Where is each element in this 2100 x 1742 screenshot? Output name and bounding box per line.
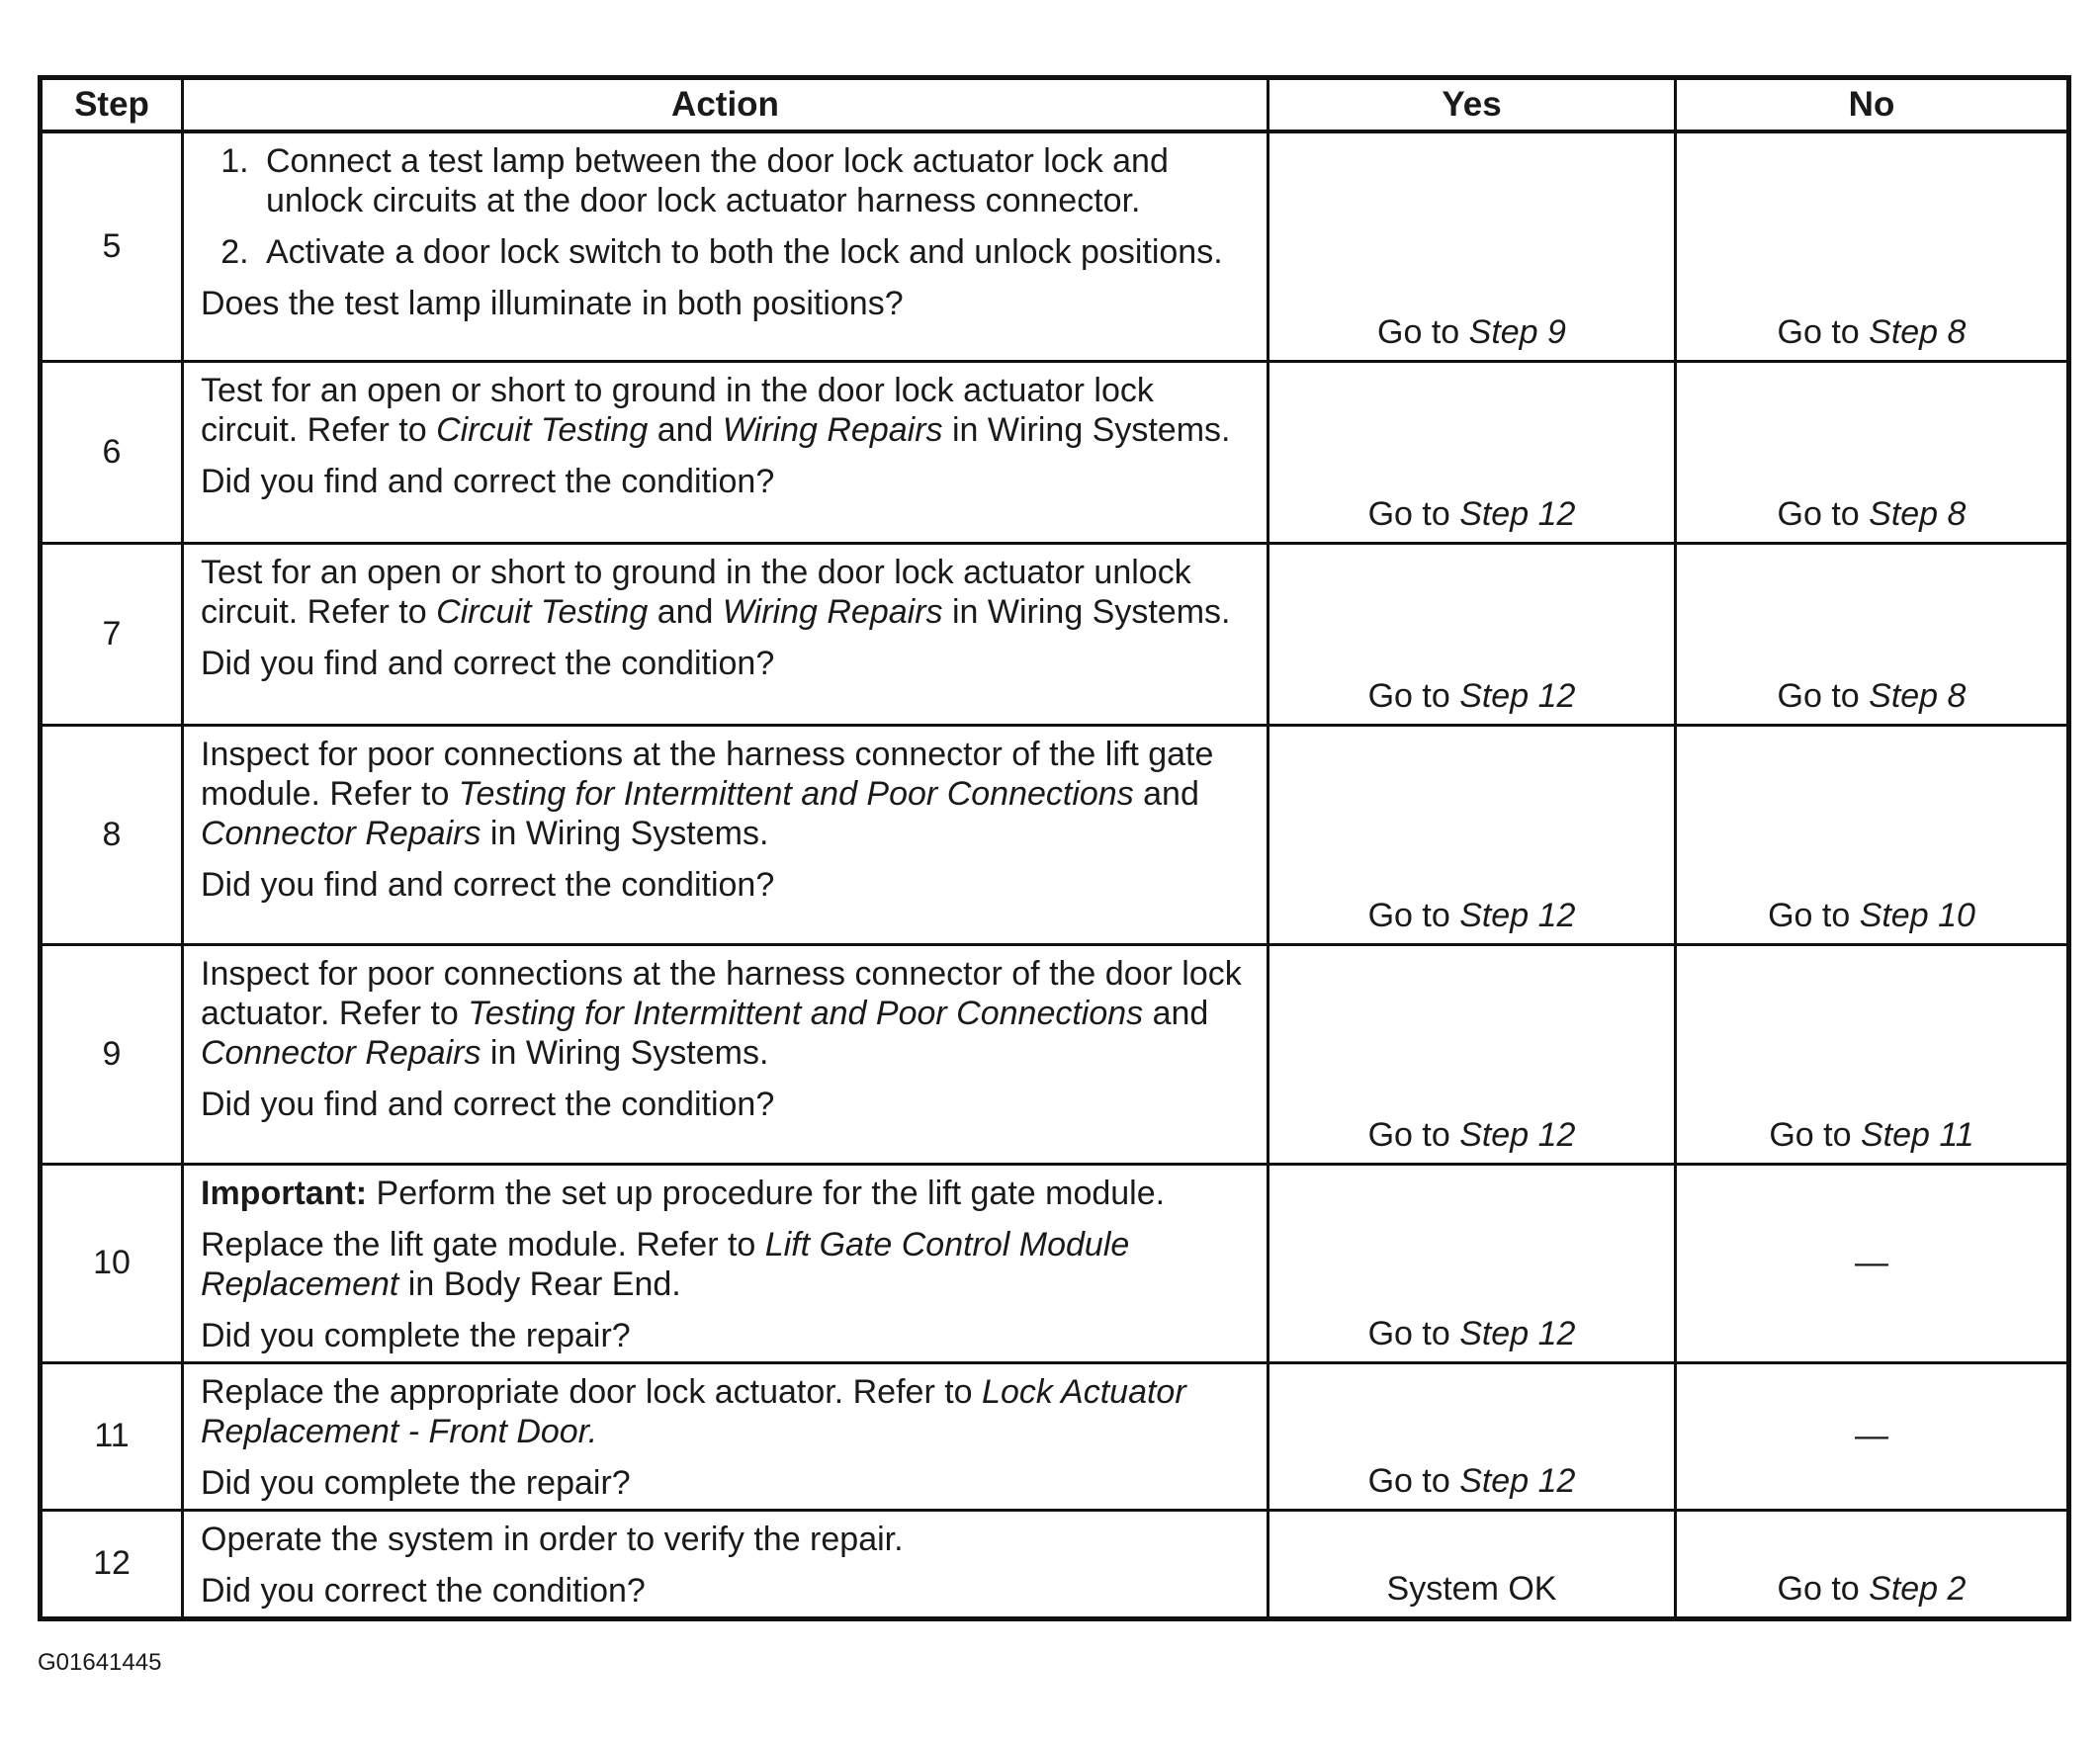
yes-goto-text: Go to	[1377, 312, 1469, 351]
figure-id: G01641445	[38, 1649, 162, 1676]
no-cell	[1676, 725, 2069, 944]
header-action: Action	[183, 78, 1269, 132]
table-row	[41, 1164, 2069, 1362]
no-cell	[1676, 944, 2069, 1164]
no-goto-text: Go to	[1777, 312, 1870, 351]
action-question: Did you find and correct the condition?	[201, 1085, 775, 1123]
yes-cell	[1269, 361, 1676, 543]
action-cell	[183, 725, 1269, 944]
yes-step-target: Step 12	[1459, 1461, 1576, 1500]
no-result-text: —	[1855, 1417, 1888, 1454]
yes-result-text: System OK	[1386, 1569, 1557, 1608]
action-paragraph	[201, 1225, 1253, 1304]
no-goto-text: Go to	[1768, 896, 1860, 934]
action-text: Operate the system in order to verify the repair.	[201, 1520, 904, 1558]
action-paragraph	[201, 735, 1253, 853]
yes-step-target: Step 12	[1459, 1115, 1576, 1154]
action-text: Test for an open or short to ground in the door lock actuator lock circuit. Refer to	[201, 371, 1154, 449]
yes-cell	[1269, 1164, 1676, 1362]
no-goto-text: Go to	[1777, 676, 1870, 715]
action-question: Did you find and correct the condition?	[201, 865, 775, 904]
step-number: 11	[41, 1362, 183, 1510]
action-text: Inspect for poor connections at the harness connector of the lift gate module. Refer to	[201, 735, 1214, 813]
action-question: Did you complete the repair?	[201, 1463, 631, 1502]
action-question: Did you correct the condition?	[201, 1571, 646, 1610]
no-step-target: Step 2	[1869, 1569, 1967, 1608]
action-text: Perform the set up procedure for the lift gate module.	[367, 1174, 1166, 1212]
action-text: and	[1133, 774, 1199, 813]
action-step-item: 1. Connect a test lamp between the door lock actuator lock and unlock circuits at the door lock actuator harness connector.	[258, 141, 1253, 220]
step-number: 10	[41, 1164, 183, 1362]
action-paragraph	[201, 371, 1253, 450]
yes-cell	[1269, 725, 1676, 944]
action-text: in Wiring Systems.	[942, 592, 1231, 631]
step-number: 9	[41, 944, 183, 1164]
yes-step-target: Step 9	[1468, 312, 1566, 351]
no-step-target: Step 8	[1869, 676, 1967, 715]
yes-goto-text: Go to	[1367, 676, 1460, 715]
reference-title: Circuit Testing	[436, 592, 649, 631]
no-cell	[1676, 1164, 2069, 1362]
action-cell	[183, 1362, 1269, 1510]
reference-title: Wiring Repairs	[722, 592, 943, 631]
yes-cell	[1269, 944, 1676, 1164]
step-number: 8	[41, 725, 183, 944]
reference-title: Wiring Repairs	[722, 410, 943, 449]
action-text: and	[648, 410, 723, 449]
reference-title: Connector Repairs	[201, 1033, 481, 1072]
action-paragraph	[201, 1174, 1253, 1213]
important-label: Important:	[201, 1174, 368, 1212]
action-cell	[183, 944, 1269, 1164]
yes-step-target: Step 12	[1459, 1314, 1576, 1352]
reference-title: Lock Actuator Replacement - Front Door.	[201, 1372, 1186, 1450]
no-cell	[1676, 1362, 2069, 1510]
action-cell	[183, 131, 1269, 361]
action-text: in Body Rear End.	[398, 1264, 681, 1303]
yes-step-target: Step 12	[1459, 676, 1576, 715]
yes-goto-text: Go to	[1367, 1461, 1460, 1500]
yes-goto-text: Go to	[1367, 494, 1460, 533]
reference-title: Testing for Intermittent and Poor Connections	[468, 994, 1144, 1032]
yes-cell	[1269, 131, 1676, 361]
action-question: Did you find and correct the condition?	[201, 462, 775, 500]
no-step-target: Step 10	[1859, 896, 1975, 934]
table-row	[41, 543, 2069, 725]
action-step-list	[201, 141, 1253, 272]
reference-title: Lift Gate Control Module Replacement	[201, 1225, 1130, 1303]
step-number: 6	[41, 361, 183, 543]
action-paragraph	[201, 954, 1253, 1073]
action-text: and	[1143, 994, 1209, 1032]
action-paragraph	[201, 1372, 1253, 1451]
action-cell	[183, 1510, 1269, 1618]
yes-goto-text: Go to	[1367, 1314, 1460, 1352]
no-result-text: —	[1855, 1244, 1888, 1281]
step-number: 12	[41, 1510, 183, 1618]
table-row	[41, 725, 2069, 944]
action-text: in Wiring Systems.	[942, 410, 1231, 449]
no-goto-text: Go to	[1777, 494, 1870, 533]
no-goto-text: Go to	[1769, 1115, 1861, 1154]
yes-step-target: Step 12	[1459, 896, 1576, 934]
action-text: in Wiring Systems.	[481, 814, 769, 852]
header-no: No	[1676, 78, 2069, 132]
action-text: Inspect for poor connections at the harness connector of the door lock actuator. Refer to	[201, 954, 1242, 1032]
action-text: Replace the appropriate door lock actuator. Refer to	[201, 1372, 983, 1411]
header-row	[41, 78, 2069, 132]
yes-cell	[1269, 543, 1676, 725]
no-goto-text: Go to	[1777, 1569, 1870, 1608]
action-step-item: 2. Activate a door lock switch to both the lock and unlock positions.	[258, 232, 1253, 272]
table-body	[41, 131, 2069, 1618]
action-text: in Wiring Systems.	[481, 1033, 769, 1072]
no-cell	[1676, 131, 2069, 361]
no-cell	[1676, 543, 2069, 725]
action-text: Replace the lift gate module. Refer to	[201, 1225, 765, 1263]
action-question: Does the test lamp illuminate in both positions?	[201, 285, 904, 322]
no-step-target: Step 11	[1860, 1115, 1974, 1154]
step-number: 5	[41, 131, 183, 361]
no-cell	[1676, 361, 2069, 543]
action-cell	[183, 1164, 1269, 1362]
action-text: Test for an open or short to ground in the door lock actuator unlock circuit. Refer to	[201, 553, 1191, 631]
action-text: and	[648, 592, 723, 631]
yes-goto-text: Go to	[1367, 1115, 1460, 1154]
no-step-target: Step 8	[1869, 312, 1967, 351]
no-cell	[1676, 1510, 2069, 1618]
action-cell	[183, 361, 1269, 543]
header-yes: Yes	[1269, 78, 1676, 132]
action-question: Did you find and correct the condition?	[201, 644, 775, 682]
yes-goto-text: Go to	[1367, 896, 1460, 934]
table-row	[41, 944, 2069, 1164]
action-question: Did you complete the repair?	[201, 1316, 631, 1354]
table-row	[41, 361, 2069, 543]
table-row	[41, 131, 2069, 361]
reference-title: Connector Repairs	[201, 814, 481, 852]
yes-cell	[1269, 1362, 1676, 1510]
reference-title: Circuit Testing	[436, 410, 649, 449]
no-step-target: Step 8	[1869, 494, 1967, 533]
table-row	[41, 1362, 2069, 1510]
yes-step-target: Step 12	[1459, 494, 1576, 533]
table-row	[41, 1510, 2069, 1618]
yes-cell	[1269, 1510, 1676, 1618]
step-number: 7	[41, 543, 183, 725]
header-step: Step	[41, 78, 183, 132]
diagnostic-table-container	[38, 75, 2066, 1621]
action-cell	[183, 543, 1269, 725]
action-paragraph	[201, 1520, 1253, 1559]
action-paragraph	[201, 553, 1253, 632]
reference-title: Testing for Intermittent and Poor Connections	[458, 774, 1134, 813]
diagnostic-table	[38, 75, 2071, 1621]
